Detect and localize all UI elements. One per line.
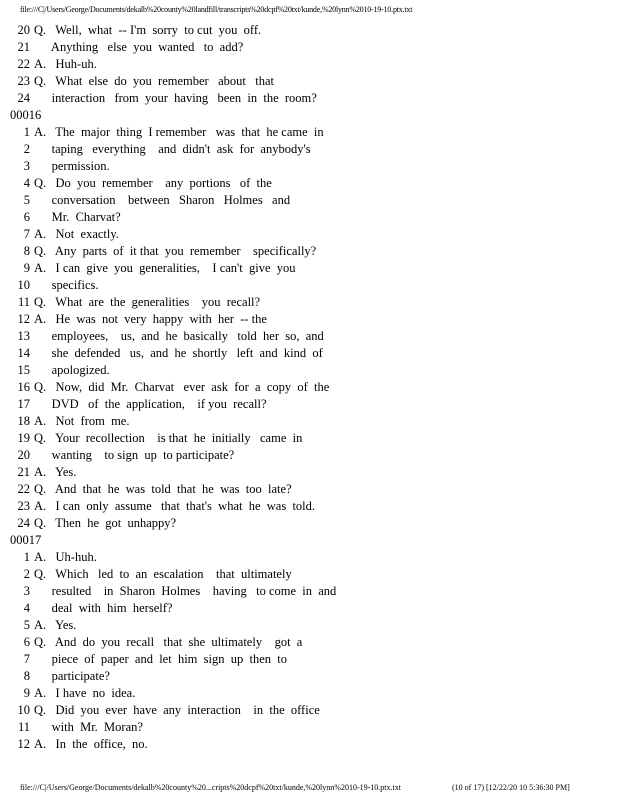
transcript-body — [10, 22, 608, 753]
line-text: apologized. — [36, 363, 110, 377]
line-text: Q. Which led to an escalation that ultimately — [34, 567, 292, 581]
line-text: A. Yes. — [34, 618, 77, 632]
line-number: 24 — [17, 516, 30, 530]
transcript-line — [10, 192, 608, 209]
line-text: piece of paper and let him sign up then to — [36, 652, 287, 666]
line-text: A. Huh-uh. — [34, 57, 97, 71]
transcript-line — [10, 158, 608, 175]
line-number: 20 — [17, 23, 30, 37]
transcript-line — [10, 311, 608, 328]
line-number: 13 — [17, 329, 30, 343]
transcript-line — [10, 617, 608, 634]
line-number: 9 — [23, 686, 30, 700]
line-number: 7 — [23, 227, 30, 241]
line-number: 2 — [23, 567, 30, 581]
line-text: A. I can only assume that that's what he was told. — [34, 499, 316, 513]
transcript-line — [10, 260, 608, 277]
transcript-line — [10, 736, 608, 753]
line-text: A. The major thing I remember was that he came in — [34, 125, 324, 139]
line-number: 22 — [17, 57, 30, 71]
transcript-line — [10, 209, 608, 226]
transcript-line — [10, 566, 608, 583]
line-text: Q. And do you recall that she ultimately got a — [34, 635, 303, 649]
transcript-line — [10, 294, 608, 311]
line-text: employees, us, and he basically told her so, and — [36, 329, 324, 343]
transcript-line — [10, 447, 608, 464]
line-number: 16 — [17, 380, 30, 394]
line-number: 24 — [17, 91, 30, 105]
line-number: 7 — [23, 652, 30, 666]
line-text: participate? — [36, 669, 110, 683]
line-text: Q. And that he was told that he was too late? — [34, 482, 292, 496]
transcript-line — [10, 226, 608, 243]
line-text: A. I can give you generalities, I can't give you — [34, 261, 296, 275]
transcript-line — [10, 634, 608, 651]
line-text: A. He was not very happy with her -- the — [34, 312, 267, 326]
line-text: conversation between Sharon Holmes and — [36, 193, 291, 207]
line-text: resulted in Sharon Holmes having to come in and — [36, 584, 337, 598]
line-number: 22 — [17, 482, 30, 496]
transcript-line — [10, 464, 608, 481]
line-number: 8 — [23, 244, 30, 258]
line-number: 19 — [17, 431, 30, 445]
line-text: DVD of the application, if you recall? — [36, 397, 267, 411]
line-text: Q. Any parts of it that you remember specifically? — [34, 244, 317, 258]
transcript-line — [10, 719, 608, 736]
line-number: 3 — [23, 159, 30, 173]
line-text: A. Uh-huh. — [34, 550, 97, 564]
transcript-line — [10, 90, 608, 107]
line-text: A. Not exactly. — [34, 227, 119, 241]
line-number: 11 — [17, 295, 30, 309]
line-number: 5 — [23, 618, 30, 632]
transcript-line — [10, 685, 608, 702]
transcript-line — [10, 413, 608, 430]
transcript-line — [10, 345, 608, 362]
line-text: Q. Then he got unhappy? — [34, 516, 177, 530]
line-text: taping everything and didn't ask for anybody's — [36, 142, 311, 156]
line-text: A. Not from me. — [34, 414, 130, 428]
transcript-line — [10, 515, 608, 532]
page-number-marker — [10, 107, 608, 124]
footer-page-info: (10 of 17) [12/22/20 10 5:36:30 PM] — [452, 783, 570, 792]
line-text: wanting to sign up to participate? — [36, 448, 235, 462]
transcript-line — [10, 22, 608, 39]
transcript-line — [10, 243, 608, 260]
transcript-line — [10, 549, 608, 566]
transcript-line — [10, 481, 608, 498]
transcript-line — [10, 277, 608, 294]
transcript-line — [10, 56, 608, 73]
line-text: A. I have no idea. — [34, 686, 136, 700]
line-text: Q. Did you ever have any interaction in the office — [34, 703, 320, 717]
page-number: 00017 — [10, 533, 42, 547]
line-number: 1 — [23, 550, 30, 564]
transcript-line — [10, 379, 608, 396]
line-number: 23 — [17, 74, 30, 88]
transcript-line — [10, 396, 608, 413]
line-number: 21 — [17, 465, 30, 479]
line-text: Q. What are the generalities you recall? — [34, 295, 261, 309]
line-text: Q. Do you remember any portions of the — [34, 176, 272, 190]
line-number: 23 — [17, 499, 30, 513]
line-text: deal with him herself? — [36, 601, 173, 615]
line-text: interaction from your having been in the room? — [36, 91, 317, 105]
line-number: 10 — [17, 278, 30, 292]
line-text: Q. Well, what -- I'm sorry to cut you off. — [34, 23, 262, 37]
transcript-line — [10, 702, 608, 719]
transcript-line — [10, 328, 608, 345]
page-number-marker — [10, 532, 608, 549]
line-text: Q. What else do you remember about that — [34, 74, 274, 88]
line-number: 10 — [17, 703, 30, 717]
line-text: with Mr. Moran? — [36, 720, 143, 734]
line-number: 18 — [17, 414, 30, 428]
line-number: 3 — [23, 584, 30, 598]
transcript-line — [10, 600, 608, 617]
line-text: Anything else you wanted to add? — [36, 40, 244, 54]
transcript-line — [10, 498, 608, 515]
transcript-line — [10, 124, 608, 141]
line-text: permission. — [36, 159, 110, 173]
line-number: 4 — [23, 601, 30, 615]
line-text: specifics. — [36, 278, 99, 292]
transcript-line — [10, 583, 608, 600]
transcript-line — [10, 39, 608, 56]
line-number: 8 — [23, 669, 30, 683]
transcript-line — [10, 175, 608, 192]
transcript-line — [10, 668, 608, 685]
transcript-line — [10, 430, 608, 447]
line-text: Q. Your recollection is that he initially came in — [34, 431, 303, 445]
line-number: 4 — [23, 176, 30, 190]
line-number: 21 — [17, 40, 30, 54]
line-number: 12 — [17, 312, 30, 326]
line-number: 17 — [17, 397, 30, 411]
transcript-line — [10, 73, 608, 90]
line-text: she defended us, and he shortly left and kind of — [36, 346, 323, 360]
transcript-line — [10, 651, 608, 668]
line-number: 12 — [17, 737, 30, 751]
line-text: Mr. Charvat? — [36, 210, 121, 224]
transcript-line — [10, 362, 608, 379]
line-number: 15 — [17, 363, 30, 377]
line-text: A. Yes. — [34, 465, 77, 479]
line-number: 14 — [17, 346, 30, 360]
footer-file-path: file:///C|/Users/George/Documents/dekalb%20county%20...cripts%20dcpf%20txt/kunde,%20lynn%2010-19-10.ptx.txt — [20, 783, 401, 792]
line-number: 9 — [23, 261, 30, 275]
transcript-line — [10, 141, 608, 158]
line-number: 11 — [17, 720, 30, 734]
line-number: 2 — [23, 142, 30, 156]
line-number: 20 — [17, 448, 30, 462]
line-number: 6 — [23, 210, 30, 224]
line-number: 1 — [23, 125, 30, 139]
page-number: 00016 — [10, 108, 42, 122]
line-text: A. In the office, no. — [34, 737, 148, 751]
line-number: 6 — [23, 635, 30, 649]
line-number: 5 — [23, 193, 30, 207]
file-path-header: file:///C|/Users/George/Documents/dekalb%20county%20landfill/transcripts%20dcpf%20txt/kunde,%20lynn%2010-19-10.ptx.txt — [20, 5, 413, 14]
line-text: Q. Now, did Mr. Charvat ever ask for a copy of the — [34, 380, 330, 394]
